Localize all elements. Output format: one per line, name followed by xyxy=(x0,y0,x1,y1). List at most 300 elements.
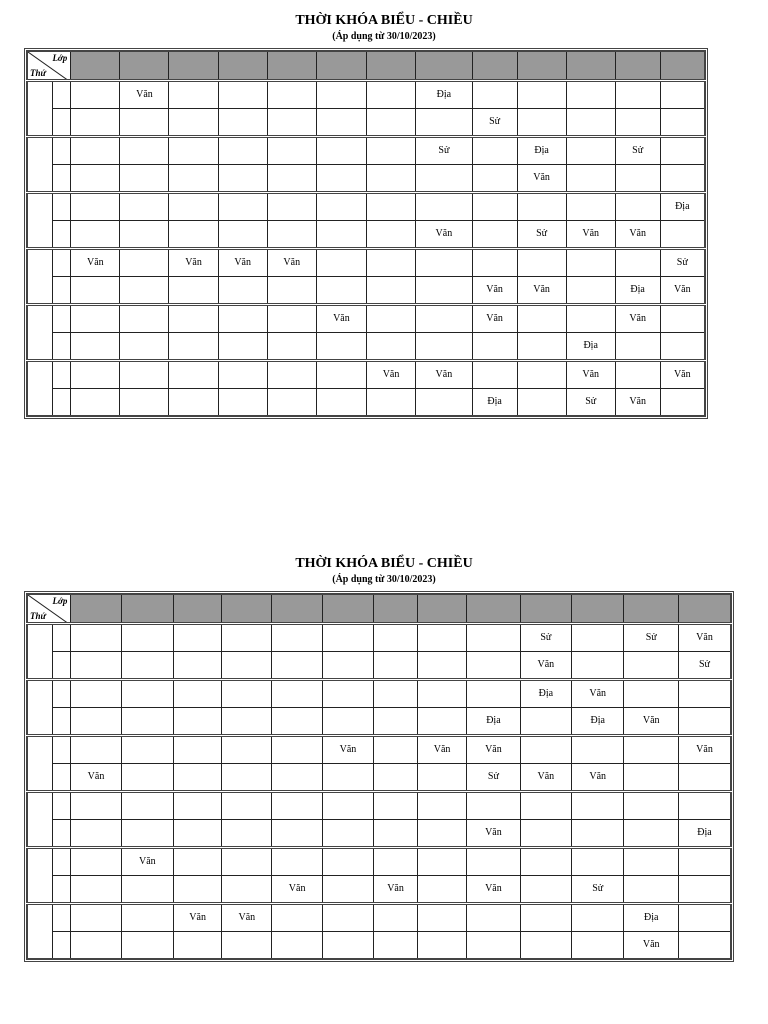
subject-cell xyxy=(417,763,466,791)
subject-cell xyxy=(678,847,731,875)
subject-cell: Văn xyxy=(660,276,705,304)
subject-cell xyxy=(624,651,679,679)
subject-cell xyxy=(660,108,705,136)
subject-cell xyxy=(572,903,624,931)
subject-cell: Văn xyxy=(222,903,272,931)
day-cell xyxy=(27,679,53,735)
subject-cell xyxy=(615,108,660,136)
subject-cell xyxy=(322,679,373,707)
class-header-cell xyxy=(624,594,679,623)
subject-cell xyxy=(222,875,272,903)
subject-cell: Văn xyxy=(566,360,615,388)
subject-cell xyxy=(120,164,169,192)
subject-cell xyxy=(121,735,173,763)
subject-cell: Văn xyxy=(467,875,520,903)
subject-cell: Địa xyxy=(520,679,571,707)
subject-cell xyxy=(366,388,415,416)
subject-cell xyxy=(272,735,322,763)
subject-cell xyxy=(71,707,121,735)
subject-cell xyxy=(121,651,173,679)
period-cell xyxy=(53,707,71,735)
subject-cell xyxy=(272,623,322,651)
subject-cell xyxy=(520,735,571,763)
subject-cell xyxy=(222,847,272,875)
subject-cell: Sử xyxy=(624,623,679,651)
class-axis-label: Lớp xyxy=(52,53,68,63)
subject-cell xyxy=(71,679,121,707)
subject-cell xyxy=(272,903,322,931)
day-axis-label: Thứ xyxy=(30,610,46,621)
period-cell xyxy=(53,819,71,847)
subject-cell: Văn xyxy=(316,304,366,332)
subject-cell: Địa xyxy=(517,136,566,164)
subject-cell xyxy=(572,651,624,679)
subject-cell xyxy=(517,360,566,388)
timetable-row xyxy=(27,847,731,875)
subject-cell xyxy=(517,304,566,332)
subject-cell: Sử xyxy=(572,875,624,903)
timetable-row xyxy=(27,136,705,164)
subject-cell xyxy=(566,164,615,192)
subject-cell xyxy=(566,80,615,108)
subject-cell: Văn xyxy=(472,304,517,332)
class-header-cell xyxy=(121,594,173,623)
timetable-row xyxy=(27,679,731,707)
subject-cell xyxy=(272,707,322,735)
subject-cell xyxy=(267,276,316,304)
timetable-row xyxy=(27,819,731,847)
subject-cell xyxy=(71,80,120,108)
subject-cell: Địa xyxy=(678,819,731,847)
subject-cell: Văn xyxy=(678,735,731,763)
timetable-row xyxy=(27,248,705,276)
subject-cell xyxy=(520,707,571,735)
subject-cell: Sử xyxy=(520,623,571,651)
class-header-cell xyxy=(267,51,316,80)
subject-cell: Văn xyxy=(572,763,624,791)
subject-cell xyxy=(416,108,473,136)
subject-cell: Văn xyxy=(467,819,520,847)
subject-cell: Văn xyxy=(678,623,731,651)
subject-cell: Văn xyxy=(71,763,121,791)
subject-cell xyxy=(272,763,322,791)
subject-cell xyxy=(572,931,624,959)
subject-cell xyxy=(467,847,520,875)
subject-cell xyxy=(417,791,466,819)
class-header-cell xyxy=(71,51,120,80)
subject-cell xyxy=(566,136,615,164)
subject-cell xyxy=(520,875,571,903)
subject-cell xyxy=(316,108,366,136)
subject-cell xyxy=(174,623,222,651)
subject-cell xyxy=(366,80,415,108)
subject-cell xyxy=(267,388,316,416)
subject-cell xyxy=(660,304,705,332)
subject-cell xyxy=(121,623,173,651)
subject-cell xyxy=(624,875,679,903)
subject-cell xyxy=(417,651,466,679)
subject-cell xyxy=(374,931,418,959)
subject-cell xyxy=(660,220,705,248)
subject-cell xyxy=(272,819,322,847)
subject-cell xyxy=(472,80,517,108)
subject-cell: Văn xyxy=(624,931,679,959)
subject-cell: Văn xyxy=(272,875,322,903)
subject-cell: Văn xyxy=(174,903,222,931)
subject-cell xyxy=(615,360,660,388)
subject-cell xyxy=(366,248,415,276)
timetable-row xyxy=(27,735,731,763)
subject-cell xyxy=(624,847,679,875)
subject-cell xyxy=(416,248,473,276)
period-cell xyxy=(53,735,71,763)
subject-cell xyxy=(520,819,571,847)
subject-cell xyxy=(121,903,173,931)
subject-cell: Văn xyxy=(416,360,473,388)
subject-cell xyxy=(366,332,415,360)
subject-cell xyxy=(322,651,373,679)
subject-cell xyxy=(120,276,169,304)
subject-cell xyxy=(121,791,173,819)
subject-cell xyxy=(472,332,517,360)
subject-cell xyxy=(222,791,272,819)
period-cell xyxy=(53,304,71,332)
subject-cell xyxy=(174,735,222,763)
class-header-cell xyxy=(222,594,272,623)
day-cell xyxy=(27,903,53,959)
subject-cell xyxy=(121,875,173,903)
class-header-cell xyxy=(366,51,415,80)
timetable-row xyxy=(27,192,705,220)
subject-cell xyxy=(121,931,173,959)
subject-cell xyxy=(572,819,624,847)
subject-cell xyxy=(316,192,366,220)
subject-cell xyxy=(472,164,517,192)
subject-cell: Văn xyxy=(472,276,517,304)
period-cell xyxy=(53,108,71,136)
subject-cell xyxy=(416,388,473,416)
subject-cell xyxy=(222,763,272,791)
subject-cell: Địa xyxy=(566,332,615,360)
subject-cell xyxy=(572,623,624,651)
subject-cell xyxy=(624,763,679,791)
subject-cell xyxy=(472,220,517,248)
subject-cell: Văn xyxy=(520,763,571,791)
subject-cell xyxy=(322,819,373,847)
class-header-cell xyxy=(572,594,624,623)
class-header-cell xyxy=(467,594,520,623)
subject-cell xyxy=(316,80,366,108)
subject-cell xyxy=(467,931,520,959)
subject-cell xyxy=(169,136,218,164)
subject-cell xyxy=(417,623,466,651)
class-header-cell xyxy=(174,594,222,623)
subject-cell xyxy=(572,791,624,819)
subject-cell xyxy=(169,360,218,388)
subject-cell xyxy=(272,931,322,959)
subject-cell xyxy=(366,136,415,164)
subject-cell xyxy=(517,108,566,136)
subject-cell xyxy=(467,903,520,931)
subject-cell xyxy=(272,651,322,679)
class-header-cell xyxy=(374,594,418,623)
subject-cell xyxy=(222,819,272,847)
subject-cell xyxy=(121,679,173,707)
corner-cell xyxy=(27,51,71,80)
subject-cell xyxy=(71,220,120,248)
sheet-subtitle: (Áp dụng từ 30/10/2023) xyxy=(332,31,436,42)
class-header-cell xyxy=(520,594,571,623)
subject-cell xyxy=(71,847,121,875)
subject-cell: Văn xyxy=(267,248,316,276)
subject-cell xyxy=(71,136,120,164)
subject-cell: Địa xyxy=(472,388,517,416)
subject-cell xyxy=(267,192,316,220)
class-header-cell xyxy=(517,51,566,80)
subject-cell xyxy=(121,763,173,791)
subject-cell xyxy=(218,136,267,164)
subject-cell xyxy=(316,136,366,164)
period-cell xyxy=(53,791,71,819)
header-row xyxy=(27,51,705,80)
subject-cell xyxy=(472,192,517,220)
subject-cell xyxy=(267,332,316,360)
subject-cell xyxy=(322,875,373,903)
subject-cell xyxy=(374,847,418,875)
timetable-row xyxy=(27,903,731,931)
period-cell xyxy=(53,164,71,192)
subject-cell xyxy=(572,735,624,763)
class-header-cell xyxy=(169,51,218,80)
subject-cell xyxy=(174,931,222,959)
subject-cell xyxy=(169,276,218,304)
subject-cell xyxy=(472,248,517,276)
subject-cell xyxy=(366,220,415,248)
subject-cell xyxy=(374,679,418,707)
subject-cell xyxy=(316,248,366,276)
timetable-row xyxy=(27,707,731,735)
subject-cell xyxy=(366,192,415,220)
period-cell xyxy=(53,931,71,959)
subject-cell xyxy=(566,304,615,332)
subject-cell: Văn xyxy=(417,735,466,763)
subject-cell xyxy=(222,679,272,707)
subject-cell xyxy=(218,360,267,388)
period-cell xyxy=(53,875,71,903)
subject-cell: Sử xyxy=(467,763,520,791)
class-header-cell xyxy=(566,51,615,80)
subject-cell: Địa xyxy=(624,903,679,931)
subject-cell xyxy=(566,248,615,276)
subject-cell xyxy=(572,847,624,875)
subject-cell: Văn xyxy=(366,360,415,388)
subject-cell xyxy=(374,623,418,651)
period-cell xyxy=(53,651,71,679)
subject-cell xyxy=(272,679,322,707)
subject-cell xyxy=(218,108,267,136)
period-cell xyxy=(53,192,71,220)
class-header-cell xyxy=(417,594,466,623)
class-axis-label: Lớp xyxy=(52,596,68,606)
subject-cell xyxy=(120,388,169,416)
subject-cell xyxy=(366,108,415,136)
subject-cell xyxy=(660,332,705,360)
subject-cell xyxy=(517,388,566,416)
subject-cell xyxy=(678,903,731,931)
subject-cell xyxy=(517,332,566,360)
subject-cell xyxy=(169,80,218,108)
period-cell xyxy=(53,623,71,651)
subject-cell xyxy=(71,791,121,819)
subject-cell xyxy=(615,248,660,276)
subject-cell xyxy=(71,332,120,360)
day-cell xyxy=(27,80,53,136)
day-cell xyxy=(27,360,53,416)
subject-cell xyxy=(374,763,418,791)
day-cell xyxy=(27,791,53,847)
subject-cell xyxy=(374,791,418,819)
subject-cell xyxy=(678,875,731,903)
subject-cell xyxy=(417,847,466,875)
subject-cell xyxy=(660,164,705,192)
subject-cell: Văn xyxy=(615,220,660,248)
class-header-cell xyxy=(660,51,705,80)
subject-cell xyxy=(517,192,566,220)
subject-cell: Văn xyxy=(572,679,624,707)
subject-cell xyxy=(416,304,473,332)
class-header-cell xyxy=(615,51,660,80)
subject-cell xyxy=(218,164,267,192)
timetable-row xyxy=(27,875,731,903)
subject-cell xyxy=(316,220,366,248)
subject-cell xyxy=(222,623,272,651)
subject-cell xyxy=(121,819,173,847)
subject-cell xyxy=(316,164,366,192)
subject-cell: Sử xyxy=(660,248,705,276)
subject-cell xyxy=(267,136,316,164)
subject-cell: Văn xyxy=(71,248,120,276)
subject-cell xyxy=(71,623,121,651)
timetable-row xyxy=(27,164,705,192)
subject-cell xyxy=(615,332,660,360)
subject-cell xyxy=(520,791,571,819)
subject-cell xyxy=(624,735,679,763)
subject-cell xyxy=(120,304,169,332)
subject-cell xyxy=(615,164,660,192)
subject-cell: Văn xyxy=(467,735,520,763)
subject-cell xyxy=(267,304,316,332)
class-header-cell xyxy=(472,51,517,80)
subject-cell xyxy=(660,136,705,164)
subject-cell xyxy=(417,875,466,903)
day-cell xyxy=(27,847,53,903)
subject-cell xyxy=(417,679,466,707)
subject-cell: Địa xyxy=(467,707,520,735)
subject-cell: Sử xyxy=(678,651,731,679)
subject-cell xyxy=(374,735,418,763)
subject-cell xyxy=(267,80,316,108)
timetable-row xyxy=(27,80,705,108)
subject-cell xyxy=(467,679,520,707)
subject-cell: Địa xyxy=(416,80,473,108)
subject-cell xyxy=(316,276,366,304)
period-cell xyxy=(53,763,71,791)
subject-cell xyxy=(624,791,679,819)
sheet-title: THỜI KHÓA BIỂU - CHIỀU xyxy=(295,13,473,28)
day-cell xyxy=(27,136,53,192)
subject-cell xyxy=(71,164,120,192)
subject-cell xyxy=(120,332,169,360)
header-row xyxy=(27,594,731,623)
subject-cell xyxy=(566,192,615,220)
timetable-table xyxy=(26,593,732,960)
subject-cell: Văn xyxy=(169,248,218,276)
subject-cell xyxy=(520,847,571,875)
subject-cell xyxy=(174,707,222,735)
subject-cell xyxy=(366,304,415,332)
day-cell xyxy=(27,192,53,248)
subject-cell: Địa xyxy=(660,192,705,220)
subject-cell xyxy=(218,80,267,108)
subject-cell xyxy=(174,819,222,847)
subject-cell xyxy=(267,164,316,192)
subject-cell: Văn xyxy=(660,360,705,388)
subject-cell: Sử xyxy=(472,108,517,136)
subject-cell xyxy=(71,651,121,679)
period-cell xyxy=(53,388,71,416)
subject-cell xyxy=(517,248,566,276)
period-cell xyxy=(53,332,71,360)
subject-cell xyxy=(272,847,322,875)
subject-cell xyxy=(322,623,373,651)
subject-cell xyxy=(174,763,222,791)
timetable-row xyxy=(27,791,731,819)
subject-cell xyxy=(169,192,218,220)
subject-cell: Văn xyxy=(416,220,473,248)
subject-cell xyxy=(174,651,222,679)
subject-cell xyxy=(71,276,120,304)
subject-cell xyxy=(267,360,316,388)
subject-cell xyxy=(374,819,418,847)
subject-cell xyxy=(316,388,366,416)
subject-cell: Văn xyxy=(121,847,173,875)
subject-cell xyxy=(624,679,679,707)
period-cell xyxy=(53,679,71,707)
subject-cell xyxy=(520,931,571,959)
subject-cell xyxy=(366,164,415,192)
class-header-cell xyxy=(316,51,366,80)
subject-cell: Văn xyxy=(615,388,660,416)
period-cell xyxy=(53,220,71,248)
subject-cell: Văn xyxy=(322,735,373,763)
subject-cell xyxy=(222,931,272,959)
subject-cell xyxy=(417,931,466,959)
subject-cell xyxy=(417,707,466,735)
subject-cell: Văn xyxy=(624,707,679,735)
subject-cell xyxy=(174,679,222,707)
subject-cell xyxy=(71,108,120,136)
subject-cell xyxy=(678,763,731,791)
subject-cell xyxy=(71,875,121,903)
subject-cell: Văn xyxy=(120,80,169,108)
subject-cell xyxy=(121,707,173,735)
subject-cell xyxy=(660,388,705,416)
subject-cell xyxy=(678,679,731,707)
subject-cell xyxy=(517,80,566,108)
timetable-row xyxy=(27,763,731,791)
timetable-row xyxy=(27,360,705,388)
period-cell xyxy=(53,136,71,164)
